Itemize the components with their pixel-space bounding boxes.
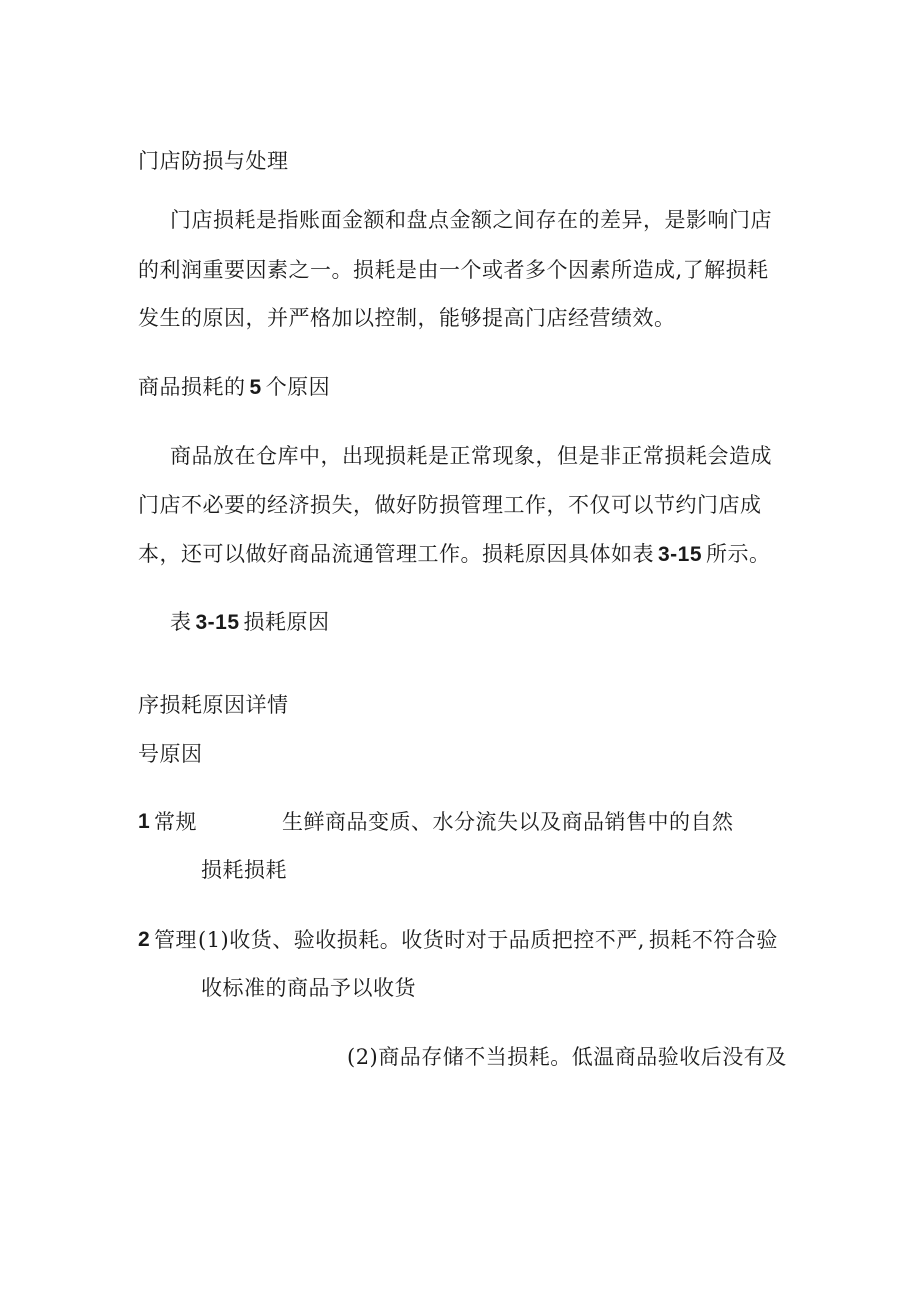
- row-detail: 收标准的商品予以收货: [201, 976, 416, 1000]
- table-caption: [170, 608, 330, 637]
- row-detail: 生鲜商品变质、水分流失以及商品销售中的自然: [282, 810, 734, 834]
- section-heading-prefix: 商品损耗的: [138, 375, 246, 399]
- table-header-line: 号原因: [138, 742, 203, 766]
- body-line: 门店不必要的经济损失，做好防损管理工作，不仅可以节约门店成: [138, 493, 762, 517]
- intro-line: 的利润重要因素之一。损耗是由一个或者多个因素所造成,了解损耗: [138, 258, 769, 282]
- section-heading-suffix: 个原因: [265, 375, 331, 399]
- row-number: 1: [138, 810, 151, 833]
- body-text: 所示。: [706, 542, 771, 566]
- page-title: 门店防损与处理: [138, 149, 289, 173]
- row-detail: 损耗损耗: [201, 858, 287, 882]
- intro-line: 发生的原因，并严格加以控制，能够提高门店经营绩效。: [138, 306, 676, 330]
- row-detail-text: 损耗不符合验: [648, 928, 778, 952]
- table-caption-title: 损耗原因: [243, 610, 330, 634]
- row-reason: 常规: [154, 810, 197, 834]
- body-text: 本，还可以做好商品流通管理工作。损耗原因具体如表: [138, 542, 654, 566]
- row-detail: (2)商品存储不当损耗。低温商品验收后没有及: [347, 1045, 787, 1069]
- section-heading: [138, 373, 330, 402]
- row-reason: 管理: [154, 928, 197, 952]
- table-reference-number: 3-15: [658, 543, 703, 566]
- row-detail: [198, 926, 778, 954]
- table-header-line: 序损耗原因详情: [138, 693, 289, 717]
- section-heading-number: 5: [249, 376, 262, 399]
- table-caption-prefix: 表: [170, 610, 192, 634]
- intro-line: 门店损耗是指账面金额和盘点金额之间存在的差异，是影响门店: [170, 208, 772, 232]
- body-line: [138, 540, 771, 569]
- table-caption-number: 3-15: [195, 611, 240, 634]
- row-number: 2: [138, 928, 151, 951]
- body-line: 商品放在仓库中，出现损耗是正常现象，但是非正常损耗会造成: [170, 444, 772, 468]
- row-detail-text: (1)收货、验收损耗。收货时对于品质把控不严,: [198, 928, 645, 952]
